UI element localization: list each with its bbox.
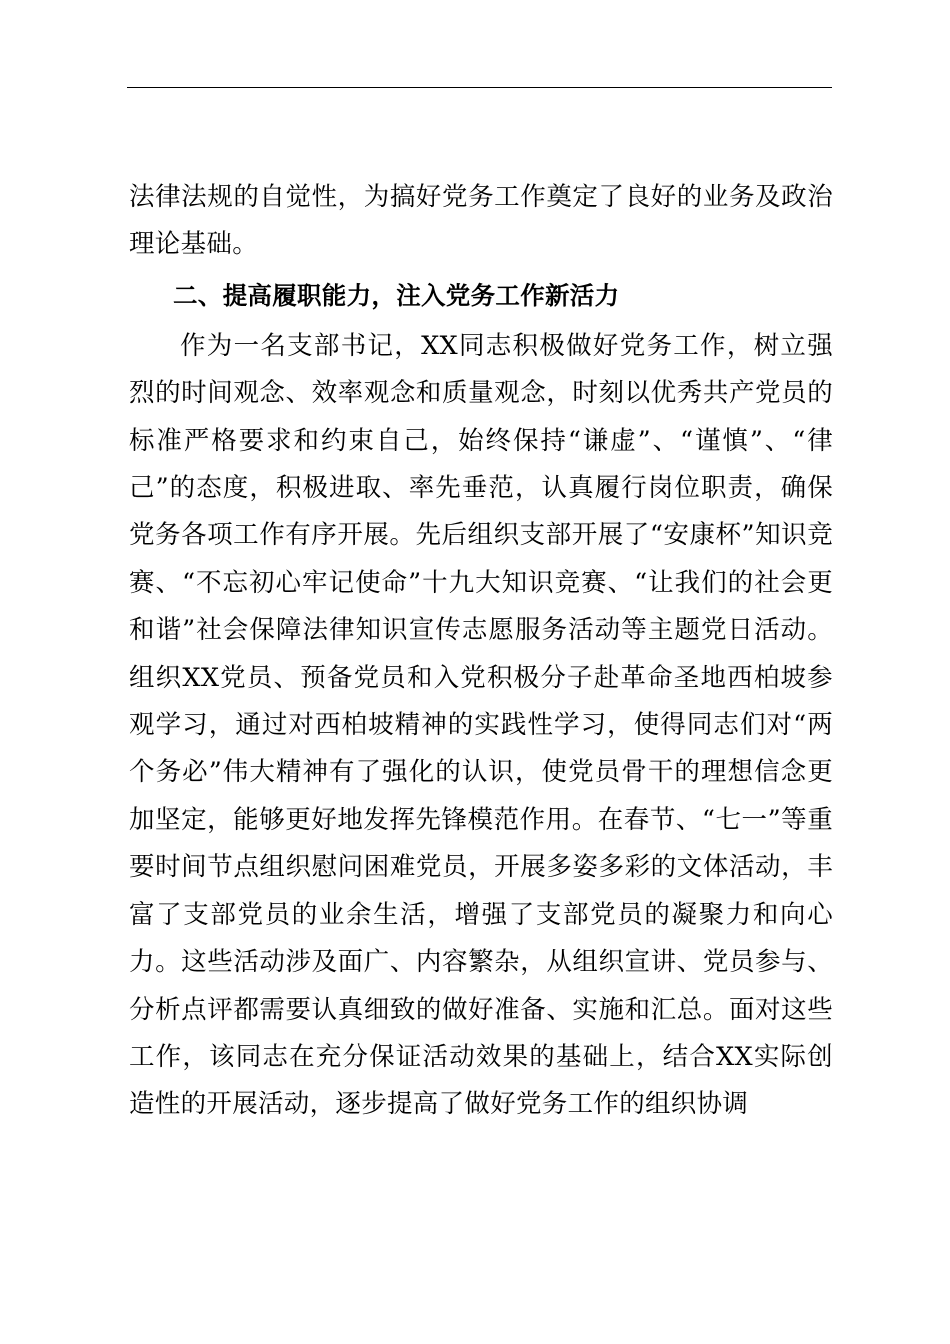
body-paragraph: 作为一名支部书记，XX同志积极做好党务工作，树立强烈的时间观念、效率观念和质量观念，时刻以优秀共产党员的标准严格要求和约束自己，始终保持“谦虚”、“谨慎”、“律己”的态度，积极进取、率先垂范，认真履行岗位职责，确保党务各项工作有序开展。先后组织支部开展了“安康杯”知识竞赛、“不忘初心牢记使命”十九大知识竞赛、“让我们的社会更和谐”社会保障法律知识宣传志愿服务活动等主题党日活动。组织XX党员、预备党员和入党积极分子赴革命圣地西柏坡参观学习，通过对西柏坡精神的实践性学习，使得同志们对“两个务必”伟大精神有了强化的认识，使党员骨干的理想信念更加坚定，能够更好地发挥先锋模范作用。在春节、“七一”等重要时间节点组织慰问困难党员，开展多姿多彩的文体活动，丰富了支部党员的业余生活，增强了支部党员的凝聚力和向心力。这些活动涉及面广、内容繁杂，从组织宣讲、党员参与、分析点评都需要认真细致的做好准备、实施和汇总。面对这些工作，该同志在充分保证活动效果的基础上，结合XX实际创造性的开展活动，逐步提高了做好党务工作的组织协调 bbox=[129, 330, 833, 1120]
section-heading: 二、提高履职能力，注入党务工作新活力 bbox=[173, 280, 620, 310]
header-rule bbox=[127, 87, 832, 88]
continuation-paragraph: 法律法规的自觉性，为搞好党务工作奠定了良好的业务及政治理论基础。 bbox=[129, 182, 833, 260]
document-body bbox=[129, 174, 833, 1129]
